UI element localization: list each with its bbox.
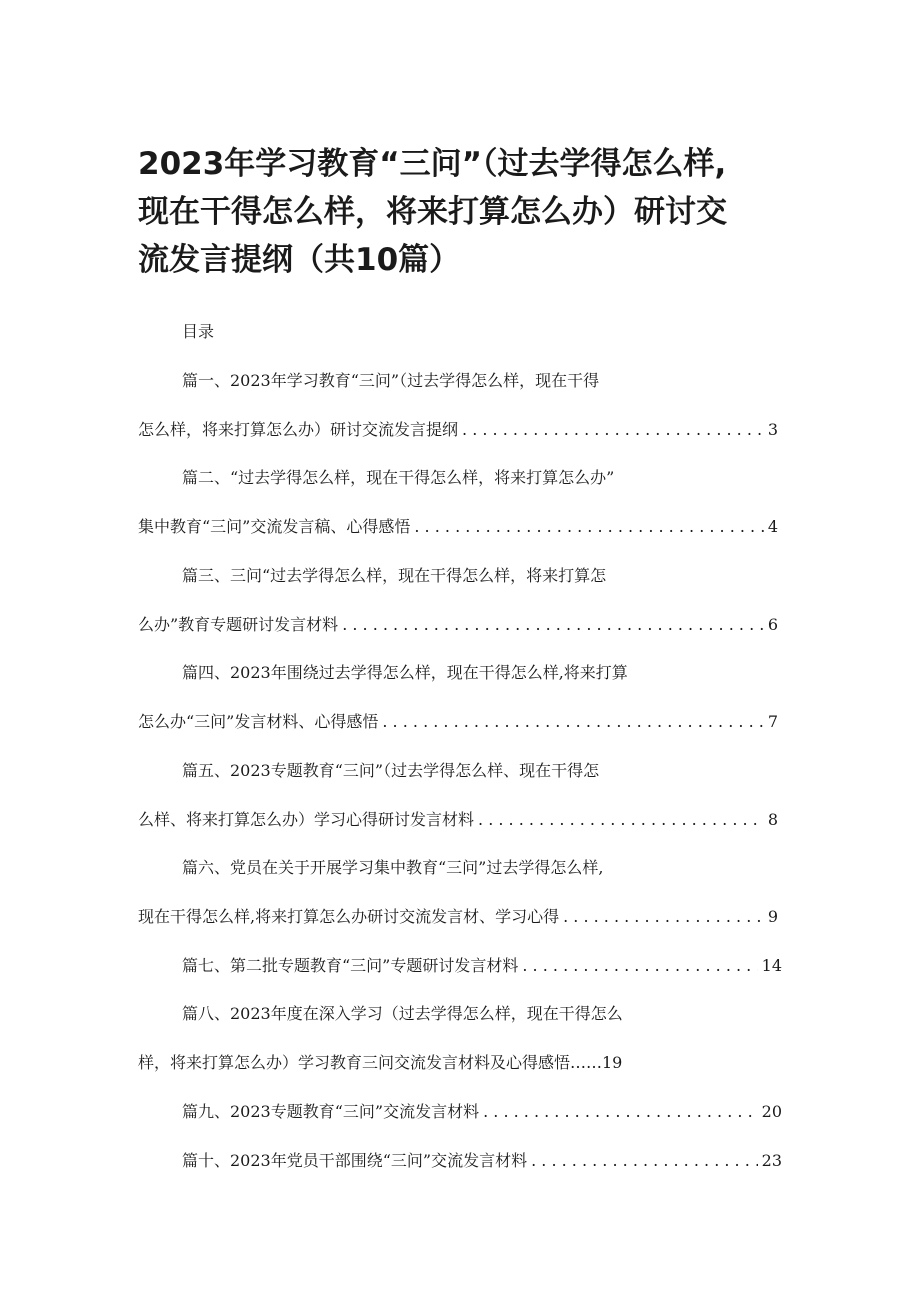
toc-entry-1-line-2[interactable]: 怎么样，将来打算怎么办）研讨交流发言提纲 . . . 3 (138, 418, 778, 442)
toc-entry-3-line-2[interactable]: 么办”教育专题研讨发言材料 . . . 6 (138, 613, 778, 637)
toc-heading: 目录 (182, 322, 215, 341)
toc-leader-dots (342, 613, 764, 637)
toc-entry-4-line-2[interactable]: 怎么办“三问”发言材料、心得感悟 . . . 7 (138, 710, 778, 734)
toc-entry-6-line-1[interactable]: 篇六、党员在关于开展学习集中教育“三问”过去学得怎么样, (182, 858, 604, 877)
toc-page-number: 9 (767, 907, 778, 926)
toc-page-number: 4 (767, 517, 778, 536)
toc-leader-dots (462, 418, 764, 442)
toc-entry-9[interactable]: 篇九、2023专题教育“三问”交流发言材料 . . . 20 (182, 1100, 782, 1124)
title-line-3: 流发言提纲（共10篇） (138, 242, 461, 278)
toc-entry-1-line-1[interactable]: 篇一、2023年学习教育“三问”（过去学得怎么样，现在干得 (182, 371, 600, 390)
toc-leader-dots (563, 905, 764, 929)
toc-entry-8-line-2[interactable]: 样，将来打算怎么办）学习教育三问交流发言材料及心得感悟……19 (138, 1053, 623, 1072)
toc-leader-dots (483, 1100, 758, 1124)
toc-leader-dots (414, 515, 763, 539)
toc-entry-5-line-1[interactable]: 篇五、2023专题教育“三问”（过去学得怎么样、现在干得怎 (182, 761, 600, 780)
toc-entry-3-line-1[interactable]: 篇三、三问“过去学得怎么样，现在干得怎么样，将来打算怎 (182, 566, 607, 585)
toc-page-number: 20 (761, 1102, 782, 1121)
document-title (138, 140, 788, 284)
toc-page-number: 7 (767, 712, 778, 731)
toc-page-number: 23 (761, 1151, 782, 1170)
toc-leader-dots (478, 808, 764, 832)
toc-page-number: 6 (767, 615, 778, 634)
title-line-2: 现在干得怎么样，将来打算怎么办）研讨交 (138, 194, 727, 230)
toc-leader-dots (382, 710, 763, 734)
toc-entry-5-line-2[interactable]: 么样、将来打算怎么办）学习心得研讨发言材料 . . . 8 (138, 808, 778, 832)
toc-page-number: 8 (767, 810, 778, 829)
toc-page-number: 3 (767, 420, 778, 439)
toc-page-number: 14 (761, 956, 782, 975)
toc-leader-dots (522, 954, 757, 978)
toc-leader-dots (531, 1149, 758, 1173)
toc-entry-6-line-2[interactable]: 现在干得怎么样,将来打算怎么办研讨交流发言材、学习心得 . . . 9 (138, 905, 778, 929)
toc-entry-8-line-1[interactable]: 篇八、2023年度在深入学习（过去学得怎么样，现在干得怎么 (182, 1004, 623, 1023)
title-line-1: 2023年学习教育“三问”（过去学得怎么样, (138, 146, 727, 182)
toc-entry-2-line-2[interactable]: 集中教育“三问”交流发言稿、心得感悟 . . . 4 (138, 515, 778, 539)
toc-entry-7[interactable]: 篇七、第二批专题教育“三问”专题研讨发言材料 . . . 14 (182, 954, 782, 978)
toc-entry-4-line-1[interactable]: 篇四、2023年围绕过去学得怎么样，现在干得怎么样,将来打算 (182, 663, 628, 682)
toc-entry-10[interactable]: 篇十、2023年党员干部围绕“三问”交流发言材料 . . . 23 (182, 1149, 782, 1173)
toc-entry-2-line-1[interactable]: 篇二、“过去学得怎么样，现在干得怎么样，将来打算怎么办” (182, 468, 615, 487)
